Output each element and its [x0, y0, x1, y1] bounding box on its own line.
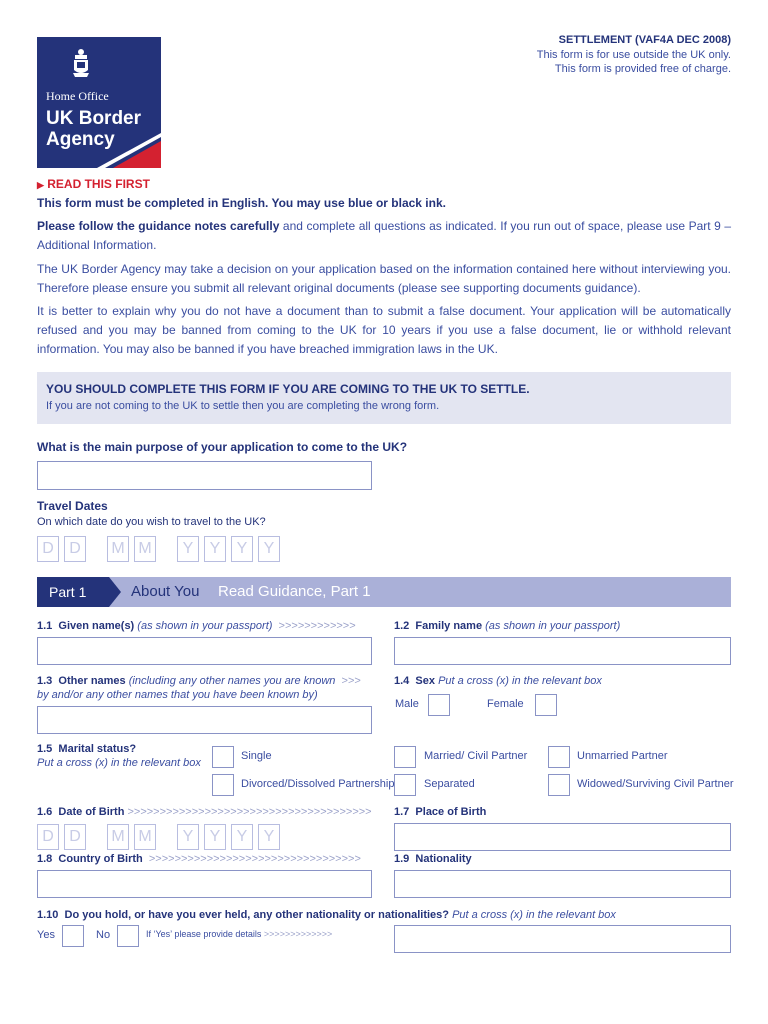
play-arrow-icon: ▶ [37, 180, 44, 190]
q1-6-label: 1.6 Date of Birth >>>>>>>>>>>>>>>>>>>>>>>>>>>>>>>>>>>>>> [37, 806, 372, 818]
header-note-1: This form is for use outside the UK only. [536, 49, 731, 61]
intro-paragraph-3: The UK Border Agency may take a decision on your application based on the information contained here without interviewing you. Therefore please ensure you submit all relevant original documents (please see supporting documents guidance). [37, 262, 731, 295]
other-nationality-details-input[interactable] [394, 925, 731, 953]
notice-subtitle: If you are not coming to the UK to settle then you are completing the wrong form. [46, 400, 440, 412]
q1-5-label: 1.5 Marital status? [37, 743, 137, 755]
marital-married-label: Married/ Civil Partner [424, 750, 528, 762]
sex-male-label: Male [395, 698, 419, 710]
country-of-birth-input[interactable] [37, 870, 372, 898]
notice-title: YOU SHOULD COMPLETE THIS FORM IF YOU ARE COMING TO THE UK TO SETTLE. [46, 382, 530, 396]
travel-month-1[interactable]: M [107, 536, 129, 562]
sex-female-label: Female [487, 698, 524, 710]
sex-male-checkbox[interactable] [428, 694, 450, 716]
logo-agency-line2: Agency [46, 129, 115, 150]
marital-separated-label: Separated [424, 778, 475, 790]
q1-7-label: 1.7 Place of Birth [394, 806, 487, 818]
given-names-input[interactable] [37, 637, 372, 665]
q1-5-hint: Put a cross (x) in the relevant box [37, 757, 201, 769]
intro-paragraph-1 [37, 194, 731, 213]
birth-day-2[interactable]: D [64, 824, 86, 850]
read-first-label: READ THIS FIRST [47, 177, 150, 191]
q1-3-label: 1.3 Other names (including any other names you are known >>> [37, 675, 361, 687]
birth-month-2[interactable]: M [134, 824, 156, 850]
travel-year-1[interactable]: Y [177, 536, 199, 562]
form-code: SETTLEMENT (VAF4A DEC 2008) [558, 34, 731, 46]
part1-label: Part 1 [49, 584, 87, 600]
place-of-birth-input[interactable] [394, 823, 731, 851]
part1-header-band [37, 577, 731, 607]
marital-widowed-checkbox[interactable] [548, 774, 570, 796]
intro-paragraph-4: It is better to explain why you do not have a document than to submit a false document. Your application will be automatically refused and you may be banned from coming to the UK for 10 years if you use a false document, lie or withhold relevant information. You may also be banned if you have breached immigration laws in the UK. [37, 304, 731, 356]
travel-dates-title: Travel Dates [37, 499, 108, 513]
marital-widowed-label: Widowed/Surviving Civil Partner [577, 778, 734, 790]
travel-date-question: On which date do you wish to travel to the UK? [37, 516, 266, 528]
family-name-input[interactable] [394, 637, 731, 665]
part1-guidance: Read Guidance, Part 1 [218, 583, 371, 600]
marital-divorced-label: Divorced/Dissolved Partnership [241, 778, 395, 790]
birth-day-1[interactable]: D [37, 824, 59, 850]
birth-year-4[interactable]: Y [258, 824, 280, 850]
marital-married-checkbox[interactable] [394, 746, 416, 768]
settle-notice-box [37, 372, 731, 424]
q1-8-label: 1.8 Country of Birth >>>>>>>>>>>>>>>>>>>>>>>>>>>>>>>>> [37, 853, 361, 865]
uk-border-agency-logo [37, 37, 161, 168]
marital-separated-checkbox[interactable] [394, 774, 416, 796]
other-nationality-yes-checkbox[interactable] [62, 925, 84, 947]
travel-year-4[interactable]: Y [258, 536, 280, 562]
marital-unmarried-label: Unmarried Partner [577, 750, 668, 762]
logo-red-swoosh [37, 37, 161, 168]
logo-department: Home Office [46, 89, 109, 103]
logo-agency-line1: UK Border [46, 108, 142, 129]
q1-1-label: 1.1 Given name(s) (as shown in your passport) >>>>>>>>>>>> [37, 620, 356, 632]
purpose-input[interactable] [37, 461, 372, 490]
part1-title: About You [131, 583, 200, 600]
intro-paragraph-2 [37, 217, 731, 255]
q1-3-hint-line2: by and/or any other names that you have been known by) [37, 689, 318, 701]
marital-single-checkbox[interactable] [212, 746, 234, 768]
travel-day-1[interactable]: D [37, 536, 59, 562]
other-names-input[interactable] [37, 706, 372, 734]
q1-4-label: 1.4 Sex Put a cross (x) in the relevant box [394, 675, 602, 687]
birth-year-3[interactable]: Y [231, 824, 253, 850]
birth-year-2[interactable]: Y [204, 824, 226, 850]
other-nationality-no-label: No [96, 929, 111, 941]
intro-p1-text: This form must be completed in English. You may use blue or black ink. [37, 196, 446, 210]
travel-month-2[interactable]: M [134, 536, 156, 562]
purpose-question: What is the main purpose of your application to come to the UK? [37, 440, 408, 454]
other-nationality-no-checkbox[interactable] [117, 925, 139, 947]
q1-10-label: 1.10 Do you hold, or have you ever held, any other nationality or nationalities? Put a cross (x) in the relevant box [37, 909, 616, 921]
read-first-heading [37, 177, 150, 191]
other-nationality-detail-hint: If ‘Yes’ please provide details >>>>>>>>>>>>> [146, 929, 333, 939]
intro-p2-bold: Please follow the guidance notes carefully [37, 219, 280, 233]
other-nationality-yes-label: Yes [37, 929, 55, 941]
marital-unmarried-checkbox[interactable] [548, 746, 570, 768]
intro-p2-rest: and complete all questions as indicated. If you run out of space, please use Part 9 – Additional Information. [37, 219, 732, 252]
header-note-2: This form is provided free of charge. [554, 63, 731, 75]
marital-single-label: Single [241, 750, 272, 762]
q1-9-label: 1.9 Nationality [394, 853, 472, 865]
birth-month-1[interactable]: M [107, 824, 129, 850]
nationality-input[interactable] [394, 870, 731, 898]
marital-divorced-checkbox[interactable] [212, 774, 234, 796]
birth-year-1[interactable]: Y [177, 824, 199, 850]
travel-day-2[interactable]: D [64, 536, 86, 562]
q1-2-label: 1.2 Family name (as shown in your passport) [394, 620, 621, 632]
travel-year-2[interactable]: Y [204, 536, 226, 562]
travel-year-3[interactable]: Y [231, 536, 253, 562]
sex-female-checkbox[interactable] [535, 694, 557, 716]
